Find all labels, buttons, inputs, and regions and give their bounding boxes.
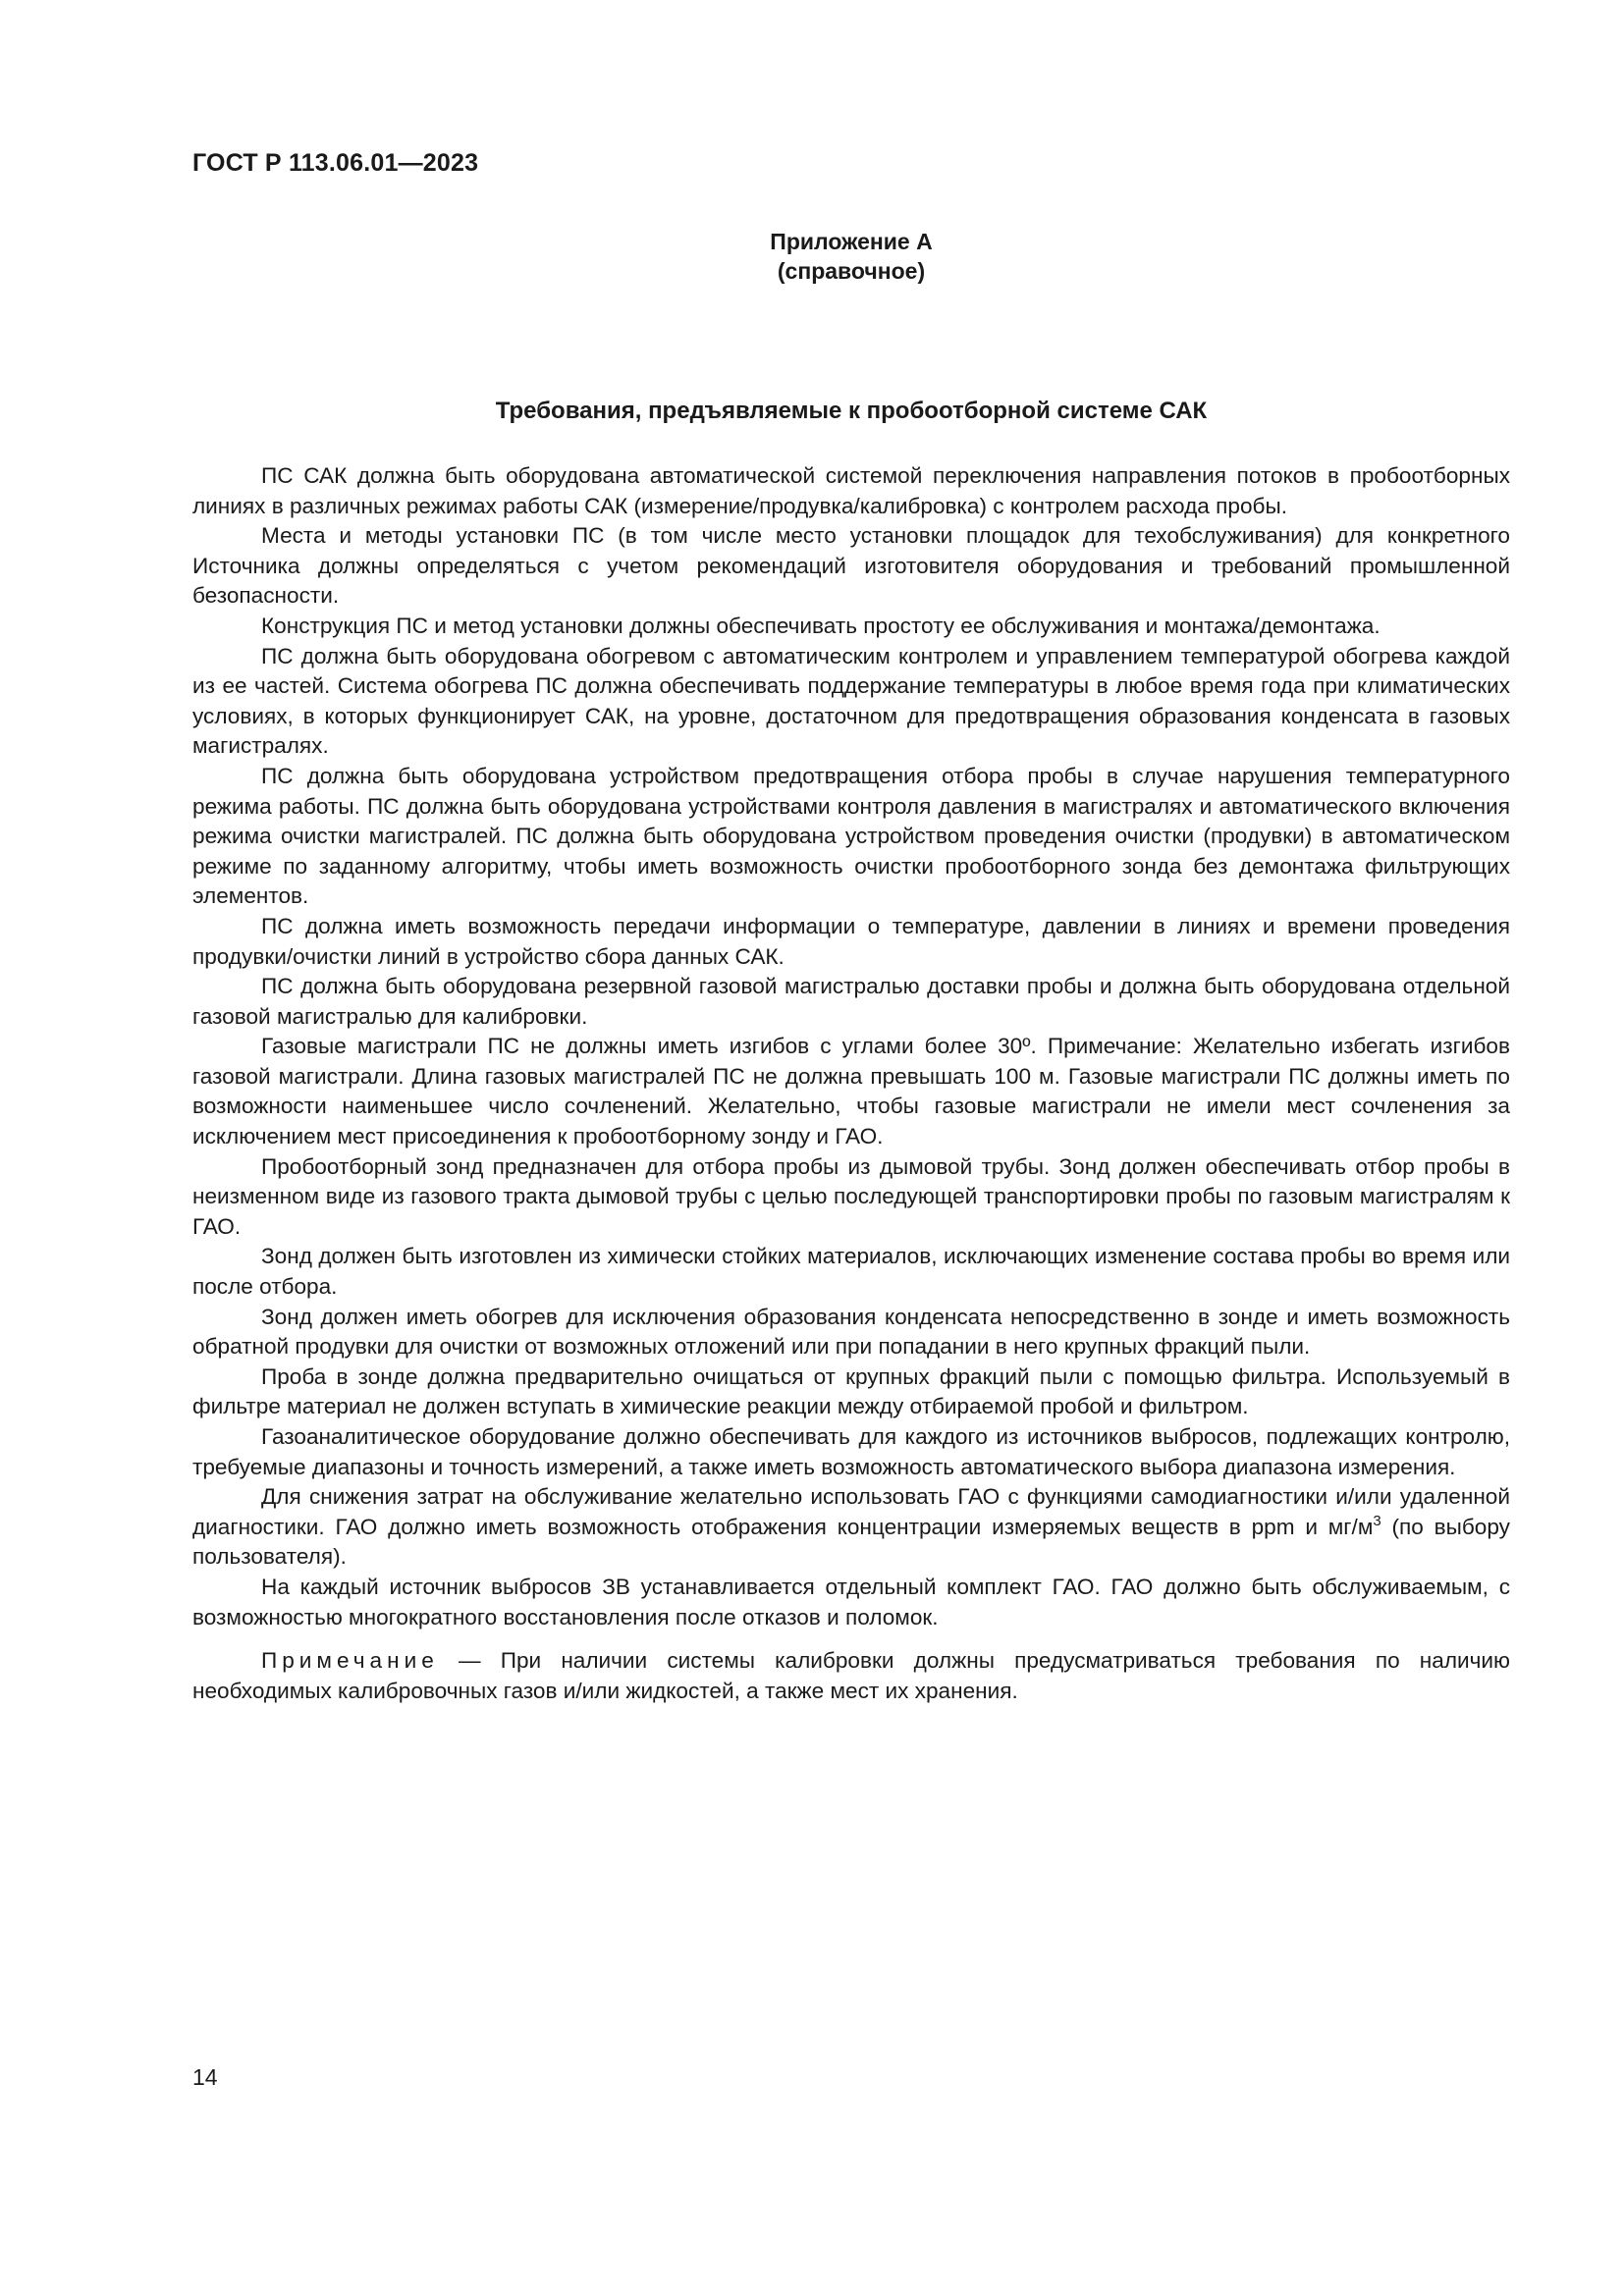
paragraph: Зонд должен иметь обогрев для исключения образования конденсата непосредственно в зонде и иметь возможность обратной продувки для очистки от возможных отложений или при попадании в него крупных фракций пыли. xyxy=(192,1304,1510,1360)
paragraph: Места и методы установки ПС (в том числе место установки площадок для техобслуживания) для конкретного Источника должны определяться с учетом рекомендаций изготовителя оборудования и требований промышленной безопасности. xyxy=(192,523,1510,609)
paragraph: ПС САК должна быть оборудована автоматической системой переключения направления потоков в пробоотборных линиях в различных режимах работы САК (измерение/продувка/калибровка) с контролем расхода пробы. xyxy=(192,463,1510,518)
standard-code-header: ГОСТ Р 113.06.01—2023 xyxy=(192,149,479,177)
paragraph: Конструкция ПС и метод установки должны обеспечивать простоту ее обслуживания и монтажа/демонтажа. xyxy=(261,613,1380,638)
paragraph-gao-units xyxy=(192,1482,1510,1573)
note-label: Примечание xyxy=(261,1648,439,1674)
note xyxy=(192,1646,1510,1706)
paragraph: ПС должна иметь возможность передачи информации о температуре, давлении в линиях и времени проведения продувки/очистки линий в устройство сбора данных САК. xyxy=(192,913,1510,969)
appendix-type: (справочное) xyxy=(777,258,926,284)
superscript-cubed: 3 xyxy=(1373,1512,1381,1529)
body-text xyxy=(192,461,1510,1706)
paragraph-gao-text: Для снижения затрат на обслуживание желательно использовать ГАО с функциями самодиагностики и/или удаленной диагностики. ГАО должно иметь возможность отображения концентрации измеряемых веществ в ppm и мг/м xyxy=(192,1484,1510,1539)
paragraph: На каждый источник выбросов ЗВ устанавливается отдельный комплект ГАО. ГАО должно быть обслуживаемым, с возможностью многократного восстановления после отказов и поломок. xyxy=(192,1574,1510,1629)
section-title: Требования, предъявляемые к пробоотборной системе САК xyxy=(495,398,1208,424)
paragraph: Проба в зонде должна предварительно очищаться от крупных фракций пыли с помощью фильтра. Используемый в фильтре материал не должен вступать в химические реакции между отбираемой пробой и фильтром. xyxy=(192,1363,1510,1419)
paragraph: ПС должна быть оборудована обогревом с автоматическим контролем и управлением температурой обогрева каждой из ее частей. Система обогрева ПС должна обеспечивать поддержание температуры в любое время года при климатических условиях, в которых функционирует САК, на уровне, достаточном для предотвращения образования конденсата в газовых магистралях. xyxy=(192,643,1510,759)
page-number: 14 xyxy=(192,2064,218,2090)
paragraph-gao-tail: (по выбору пользователя). xyxy=(192,1514,1510,1570)
paragraph: ПС должна быть оборудована резервной газовой магистралью доставки пробы и должна быть оборудована отдельной газовой магистралью для калибровки. xyxy=(192,974,1510,1029)
paragraph: Зонд должен быть изготовлен из химически стойких материалов, исключающих изменение состава пробы во время или после отбора. xyxy=(192,1244,1510,1300)
paragraph: Газовые магистрали ПС не должны иметь изгибов с углами более 30º. Примечание: Желательно избегать изгибов газовой магистрали. Длина газовых магистралей ПС не должна превышать 100 м. Газовые магистрали ПС должны иметь по возможности наименьшее число сочленений. Желательно, чтобы газовые магистрали не имели мест сочленения за исключением мест присоединения к пробоотборному зонду и ГАО. xyxy=(192,1034,1510,1149)
note-text: — При наличии системы калибровки должны предусматриваться требования по наличию необходимых калибровочных газов и/или жидкостей, а также мест их хранения. xyxy=(192,1648,1510,1703)
paragraph: Газоаналитическое оборудование должно обеспечивать для каждого из источников выбросов, подлежащих контролю, требуемые диапазоны и точность измерений, а также иметь возможность автоматического выбора диапазона измерения. xyxy=(192,1424,1510,1479)
paragraph: ПС должна быть оборудована устройством предотвращения отбора пробы в случае нарушения температурного режима работы. ПС должна быть оборудована устройствами контроля давления в магистралях и автоматического включения режима очистки магистралей. ПС должна быть оборудована устройством проведения очистки (продувки) в автоматическом режиме по заданному алгоритму, чтобы иметь возможность очистки пробоотборного зонда без демонтажа фильтрующих элементов. xyxy=(192,763,1510,909)
paragraph: Пробоотборный зонд предназначен для отбора пробы из дымовой трубы. Зонд должен обеспечивать отбор пробы в неизменном виде из газового тракта дымовой трубы с целью последующей транспортировки пробы по газовым магистралям к ГАО. xyxy=(192,1153,1510,1239)
appendix-title: Приложение А xyxy=(770,229,933,254)
